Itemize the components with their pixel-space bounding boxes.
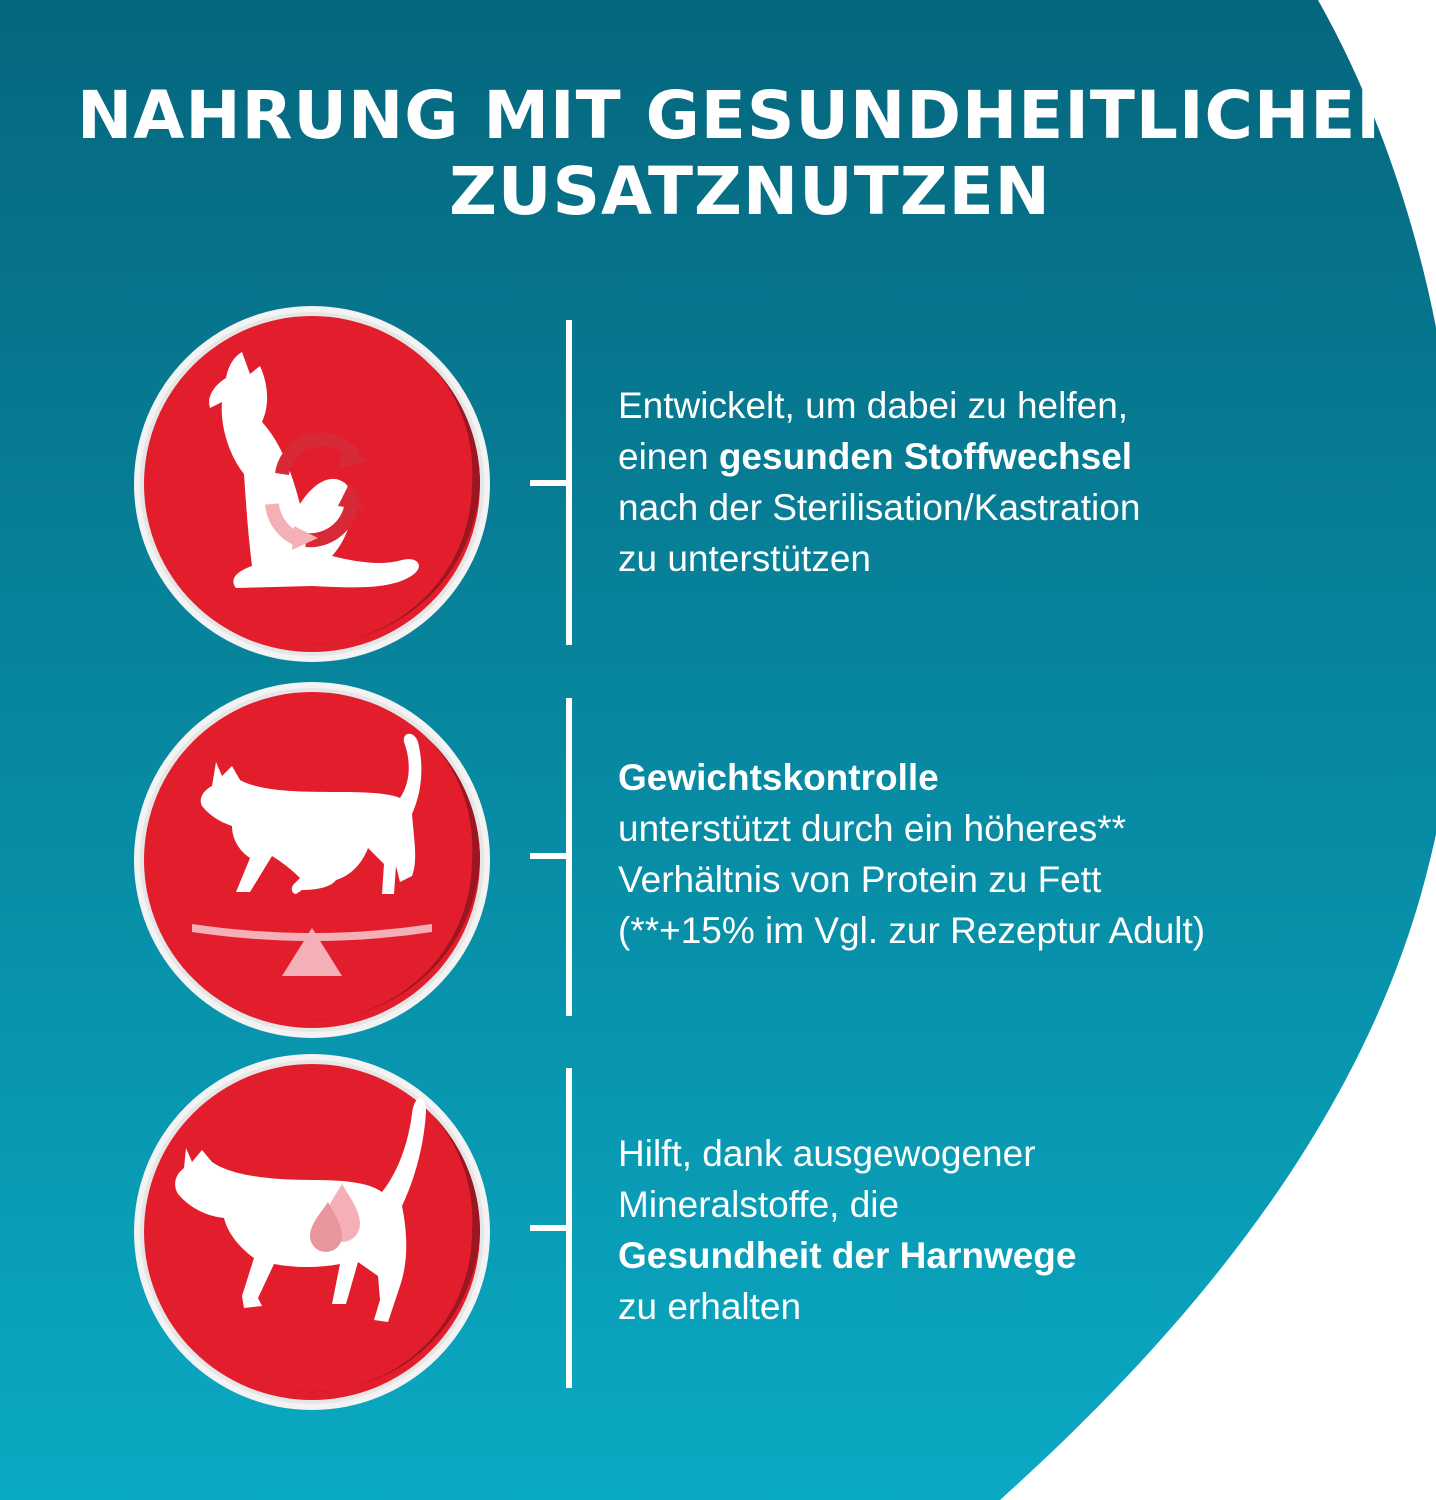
benefit-highlight: Gewichtskontrolle	[618, 757, 939, 798]
title-line-2: ZUSATZNUTZEN	[449, 153, 1051, 230]
bracket-2	[530, 698, 574, 1016]
bracket-tick	[530, 1225, 572, 1231]
bracket-tick	[530, 480, 572, 486]
benefit-line: nach der Sterilisation/Kastration	[618, 487, 1141, 528]
benefit-line: Entwickelt, um dabei zu helfen,	[618, 385, 1129, 426]
cat-urinary-health-icon	[132, 1052, 492, 1412]
cat-metabolism-icon	[132, 304, 492, 664]
bracket-tick	[530, 853, 572, 859]
benefit-line: Verhältnis von Protein zu Fett	[618, 859, 1102, 900]
page-title	[60, 78, 1436, 230]
benefit-line: unterstützt durch ein höheres**	[618, 808, 1127, 849]
badge-urinary-health	[132, 1052, 492, 1412]
benefit-line: einen gesunden Stoffwechsel	[618, 436, 1133, 477]
benefit-text-metabolism	[618, 380, 1140, 584]
benefit-highlight: gesunden Stoffwechsel	[718, 436, 1133, 477]
bracket-1	[530, 320, 574, 645]
benefit-line: zu erhalten	[618, 1286, 802, 1327]
badge-weight-control	[132, 680, 492, 1040]
benefit-text-urinary-health	[618, 1128, 1077, 1332]
bracket-3	[530, 1068, 574, 1388]
benefit-line: Hilft, dank ausgewogener	[618, 1133, 1036, 1174]
benefit-line: Mineralstoffe, die	[618, 1184, 900, 1225]
benefit-line: (**+15% im Vgl. zur Rezeptur Adult)	[618, 910, 1206, 951]
badge-metabolism	[132, 304, 492, 664]
cat-weight-control-icon	[132, 680, 492, 1040]
title-line-1: NAHRUNG MIT GESUNDHEITLICHEM	[77, 77, 1423, 154]
benefit-text-weight-control	[618, 752, 1205, 956]
benefit-highlight: Gesundheit der Harnwege	[618, 1235, 1077, 1276]
benefit-line: zu unterstützen	[618, 538, 871, 579]
